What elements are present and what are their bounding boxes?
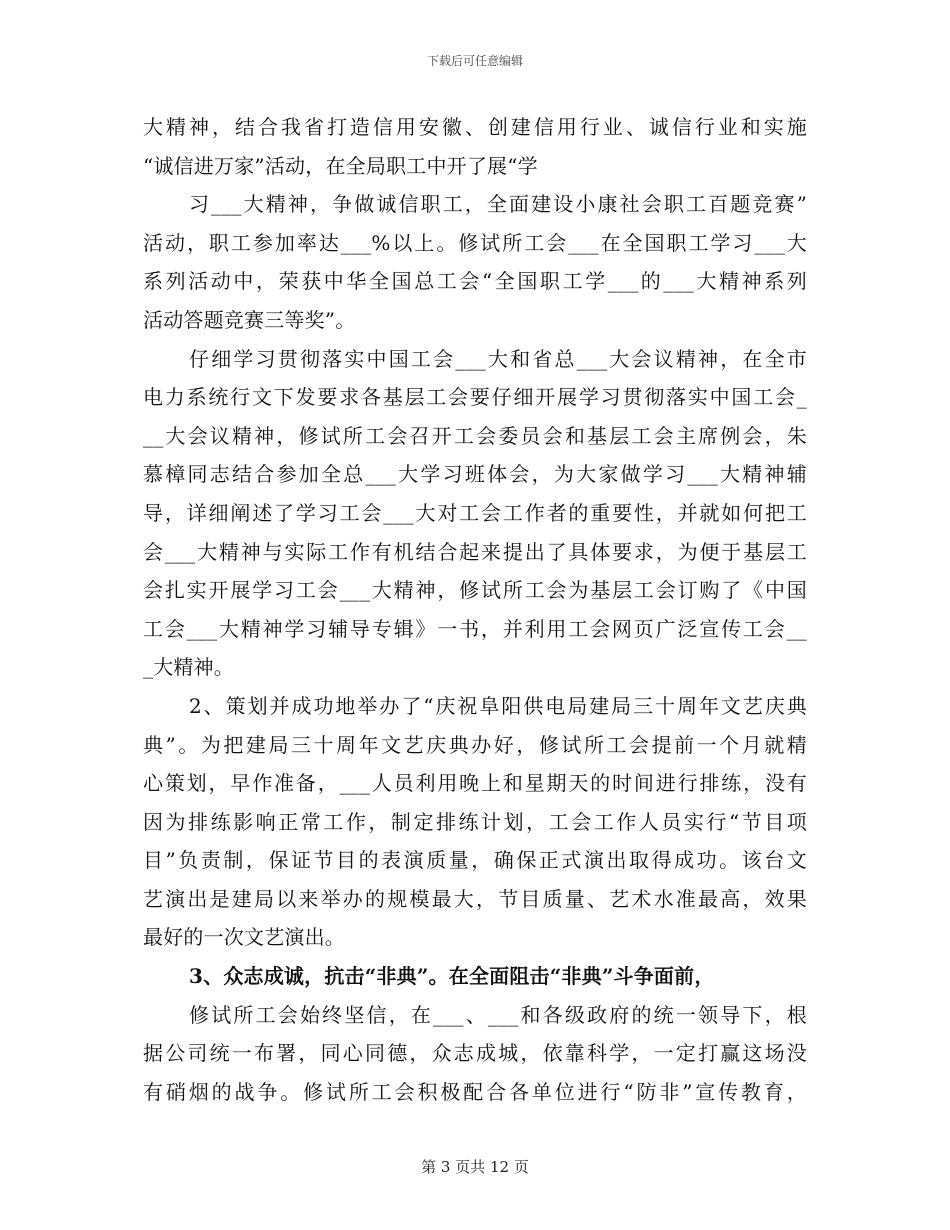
text-line: 习___大精神，争做诚信职工，全面建设小康社会职工百题竞赛” — [189, 192, 807, 217]
text-line: 活动，职工参加率达___%以上。修试所工会___在全国职工学习___大 — [143, 230, 807, 255]
text-line: 心策划，早作准备，___人员利用晚上和星期天的时间进行排练，没有 — [143, 771, 807, 796]
text-line: 最好的一次文艺演出。 — [143, 925, 345, 950]
text-line: 导，详细阐述了学习工会___大对工会工作者的重要性，并就如何把工 — [143, 500, 807, 525]
text-line: 会扎实开展学习工会___大精神，修试所工会为基层工会订购了《中国 — [143, 578, 807, 603]
page-footer: 第 3 页共 12 页 — [421, 1158, 529, 1176]
text-line: 慕樟同志结合参加全总___大学习班体会，为大家做学习___大精神辅 — [143, 462, 807, 487]
text-line: 工会___大精神学习辅导专辑》一书，并利用工会网页广泛宣传工会__ — [143, 616, 807, 641]
text-line: 修试所工会始终坚信，在___、___和各级政府的统一领导下，根 — [189, 1002, 807, 1027]
text-line: 因为排练影响正常工作，制定排练计划，工会工作人员实行“节目项 — [143, 809, 807, 834]
text-line: 活动答题竞赛三等奖”。 — [143, 307, 356, 332]
text-line: “诚信进万家”活动，在全局职工中开了展“学 — [143, 153, 538, 178]
text-line: 仔细学习贯彻落实中国工会___大和省总___大会议精神，在全市 — [189, 346, 807, 371]
text-line: 艺演出是建局以来举办的规模最大，节目质量、艺术水准最高，效果 — [143, 886, 807, 911]
text-line: 会___大精神与实际工作有机结合起来提出了具体要求，为便于基层工 — [143, 539, 807, 564]
text-line: 系列活动中，荣获中华全国总工会“全国职工学___的___大精神系列 — [143, 269, 807, 294]
text-line: 3、众志成诚，抗击“非典”。在全面阻击“非典”斗争面前， — [189, 964, 715, 989]
text-line: _大精神。 — [143, 655, 234, 680]
text-line: 典”。为把建局三十周年文艺庆典办好，修试所工会提前一个月就精 — [143, 732, 807, 757]
document-body — [143, 108, 807, 1111]
text-line: __大会议精神，修试所工会召开工会委员会和基层工会主席例会，朱 — [143, 423, 807, 448]
text-line: 目”负责制，保证节目的表演质量，确保正式演出取得成功。该台文 — [143, 848, 807, 873]
page-header: 下载后可任意编辑 — [426, 54, 523, 68]
text-line: 有硝烟的战争。修试所工会积极配合各单位进行“防非”宣传教育， — [143, 1079, 807, 1104]
text-line: 大精神，结合我省打造信用安徽、创建信用行业、诚信行业和实施 — [143, 115, 807, 139]
text-line: 电力系统行文下发要求各基层工会要仔细开展学习贯彻落实中国工会_ — [143, 385, 807, 410]
text-line: 2、策划并成功地举办了“庆祝阜阳供电局建局三十周年文艺庆典 — [189, 693, 807, 718]
text-line: 据公司统一布署，同心同德，众志成城，依靠科学，一定打赢这场没 — [143, 1041, 807, 1066]
